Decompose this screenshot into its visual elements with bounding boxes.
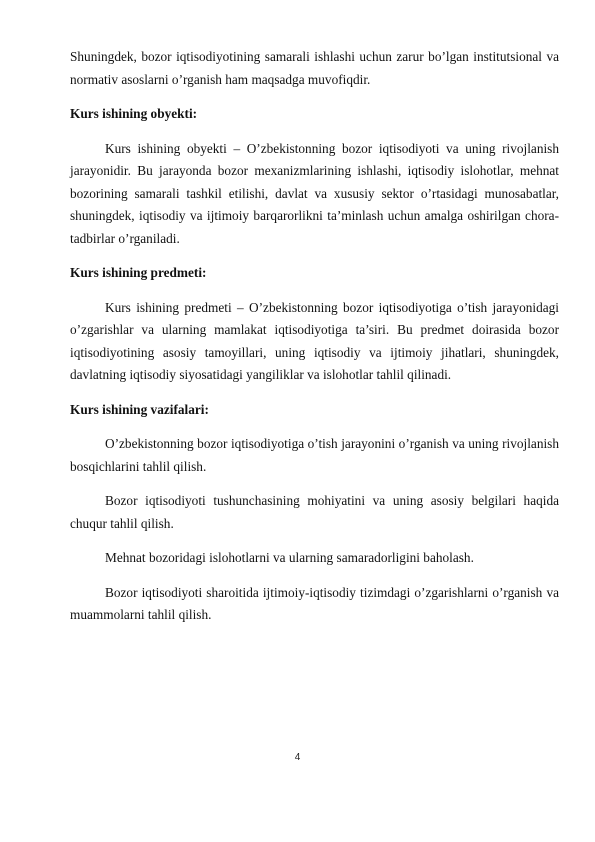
heading-kurs-obyekti: Kurs ishining obyekti: xyxy=(70,106,198,121)
paragraph-intro: Shuningdek, bozor iqtisodiyotining samarali ishlashi uchun zarur bo’lgan institutsional va normativ asoslarni o’rganish ham maqsadga muvofiqdir. xyxy=(70,49,559,87)
heading-kurs-predmeti: Kurs ishining predmeti: xyxy=(70,265,207,280)
document-page xyxy=(70,46,559,639)
paragraph-vazifa-1: O’zbekistonning bozor iqtisodiyotiga o’tish jarayonini o’rganish va uning rivojlanish bosqichlarini tahlil qilish. xyxy=(70,436,559,474)
paragraph-obyekti: Kurs ishining obyekti – O’zbekistonning bozor iqtisodiyoti va uning rivojlanish jarayonidir. Bu jarayonda bozor mexanizmlarining ishlashi, iqtisodiy islohotlar, mehnat bozorining samarali tashkil etilishi, davlat va xususiy sektor o’rtasidagi munosabatlar, shuningdek, iqtisodiy va ijtimoiy barqarorlikni ta’minlash uchun amalga oshirilgan chora-tadbirlar o’rganiladi. xyxy=(70,140,559,246)
page-number: 4 xyxy=(294,752,301,763)
heading-kurs-vazifalari: Kurs ishining vazifalari: xyxy=(70,401,209,417)
paragraph-vazifa-2: Bozor iqtisodiyoti tushunchasining mohiyatini va uning asosiy belgilari haqida chuqur tahlil qilish. xyxy=(70,493,559,531)
paragraph-vazifa-4: Bozor iqtisodiyoti sharoitida ijtimoiy-iqtisodiy tizimdagi o’zgarishlarni o’rganish va muammolarni tahlil qilish. xyxy=(70,584,559,622)
paragraph-predmeti: Kurs ishining predmeti – O’zbekistonning bozor iqtisodiyotiga o’tish jarayonidagi o’zgarishlar va ularning mamlakat iqtisodiyotiga ta’siri. Bu predmet doirasida bozor iqtisodiyotining asosiy tamoyillari, uning iqtisodiy va ijtimoiy jihatlari, shuningdek, davlatning iqtisodiy siyosatidagi yangiliklar va islohotlar tahlil qilinadi. xyxy=(70,299,559,382)
paragraph-vazifa-3: Mehnat bozoridagi islohotlarni va ularning samaradorligini baholash. xyxy=(105,550,474,565)
